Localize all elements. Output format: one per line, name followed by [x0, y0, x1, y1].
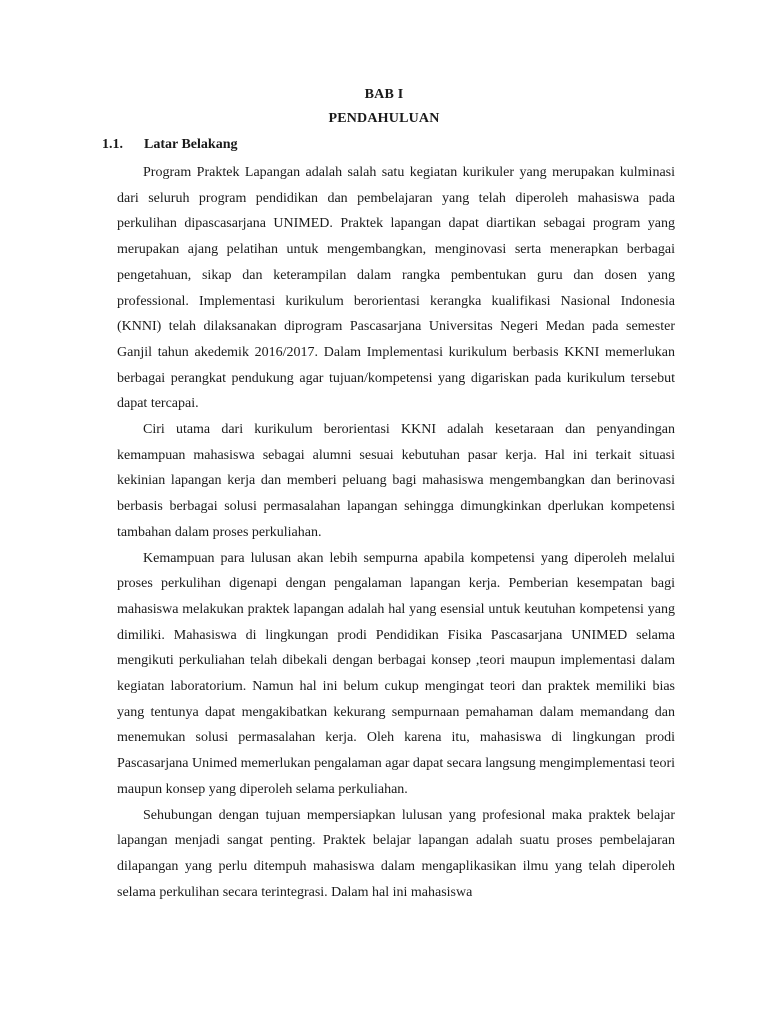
paragraph: Ciri utama dari kurikulum berorientasi KKNI adalah kesetaraan dan penyandingan kemampuan mahasiswa sebagai alumni sesuai kebutuhan pasar kerja. Hal ini terkait situasi kekinian lapangan kerja dan memberi peluang bagi mahasiswa mengembangkan dan berinovasi berbasis berbagai solusi permasalahan lapangan sehingga dimungkinkan dperlukan kompetensi tambahan dalam proses perkuliahan. [117, 422, 675, 540]
section-title: Latar Belakang [144, 137, 238, 152]
paragraph: Kemampuan para lulusan akan lebih sempurna apabila kompetensi yang diperoleh melalui proses perkulihan digenapi dengan pengalaman lapangan kerja. Pemberian kesempatan bagi mahasiswa melakukan praktek lapangan adalah hal yang esensial untuk keutuhan kompetensi yang dimiliki. Mahasiswa di lingkungan prodi Pendidikan Fisika Pascasarjana UNIMED selama mengikuti perkuliahan telah dibekali dengan berbagai konsep ,teori maupun implementasi dalam kegiatan laboratorium. Namun hal ini belum cukup mengingat teori dan praktek memiliki bias yang tentunya dapat mengakibatkan kekurang sempurnaan pemahaman dalam memandang dan menemukan solusi permasalahan kerja. Oleh karena itu, mahasiswa di lingkungan prodi Pascasarjana Unimed memerlukan pengalaman agar dapat secara langsung mengimplementasi teori maupun konsep yang diperoleh selama perkuliahan. [117, 550, 675, 797]
section-heading [102, 137, 237, 153]
paragraph: Program Praktek Lapangan adalah salah satu kegiatan kurikuler yang merupakan kulminasi dari seluruh program pendidikan dan pembelajaran yang telah diperoleh mahasiswa pada perkulihan dipascasarjana UNIMED. Praktek lapangan dapat diartikan sebagai program yang merupakan ajang pelatihan untuk mengembangkan, menginovasi serta menerapkan berbagai pengetahuan, sikap dan keterampilan dalam rangka pembentukan guru dan dosen yang professional. Implementasi kurikulum berorientasi kerangka kualifikasi Nasional Indonesia (KNNI) telah dilaksanakan diprogram Pascasarjana Universitas Negeri Medan pada semester Ganjil tahun akedemik 2016/2017. Dalam Implementasi kurikulum berbasis KKNI memerlukan berbagai perangkat pendukung agar tujuan/kompetensi yang digariskan pada kurikulum tersebut dapat tercapai. [117, 165, 675, 412]
section-number: 1.1. [102, 137, 123, 152]
chapter-title: PENDAHULUAN [328, 111, 440, 126]
chapter-label: BAB I [364, 87, 404, 102]
body-text [117, 160, 675, 905]
paragraph: Sehubungan dengan tujuan mempersiapkan lulusan yang profesional maka praktek belajar lapangan menjadi sangat penting. Praktek belajar lapangan adalah suatu proses pembelajaran dilapangan yang perlu ditempuh mahasiswa dalam mengaplikasikan ilmu yang telah diperoleh selama perkulihan secara terintegrasi. Dalam hal ini mahasiswa [117, 807, 675, 900]
